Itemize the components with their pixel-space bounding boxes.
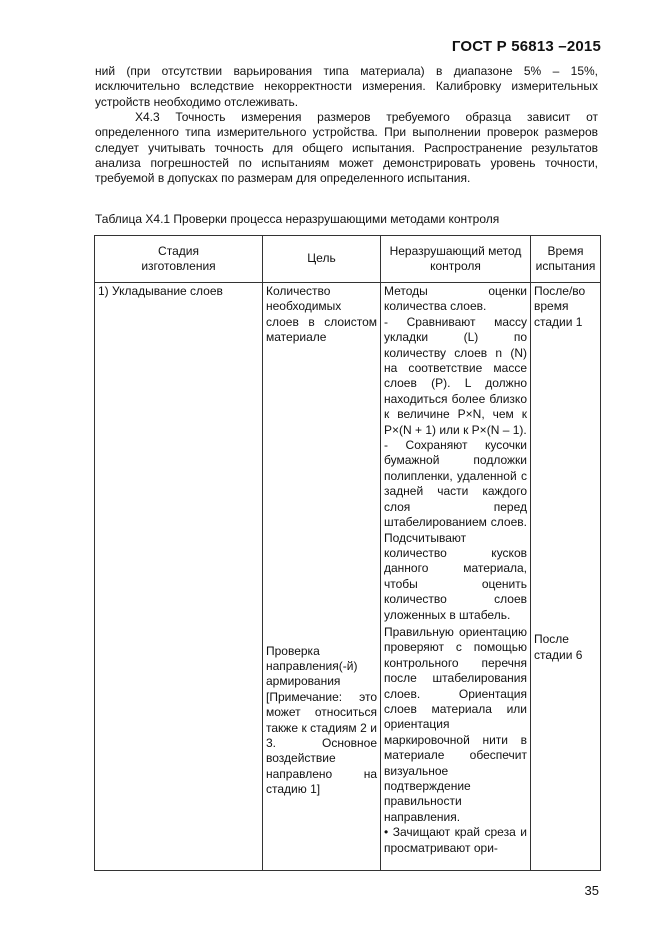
cell-method: Методы оценки количества слоев. - Сравнивают массу укладки (L) по количеству слоев n (N) на соответствие массе слоев (Р). L должно находиться более близко к величине P×N, чем к P×(N + 1) или к P×(N – 1). - Сохраняют кусочки бумажной подложки полипленки, удаленной с задней части каждого слоя перед штабелированием слоев. Подсчитывают количество кусков данного материала, чтобы оценить количество слоев уложенных в штабель. Правильную ориентацию проверяют с помощью контрольного перечня после штабелирования слоев. Ориентация слоев материала или ориентация маркировочной нити в материале обеспечит визуальное подтверждение правильности направления. • Зачищают край среза и просматривают ори-	[381, 283, 531, 871]
document-header: ГОСТ Р 56813 –2015	[451, 38, 601, 55]
cell-stage: 1) Укладывание слоев	[95, 283, 263, 871]
page-number: 35	[584, 883, 599, 898]
column-header-method: Неразрушающий метод контроля	[381, 236, 531, 283]
cell-goal: Количество необходимых слоев в слоистом материале Проверка направления(-й) армирования [Примечание: это может относиться также к стадиям 2 и 3. Основное воздействие направлено на стадию 1]	[263, 283, 381, 871]
process-checks-table	[94, 235, 601, 871]
table-header-row	[95, 236, 601, 283]
table-row	[95, 283, 601, 871]
paragraph-x4-3-text: Х4.3 Точность измерения размеров требуемого образца зависит от определенного типа измерительного устройства. При выполнении проверок размеров следует учитывать точность для общего испытания. Распространение результатов анализа погрешностей по испытаниям может демонстрировать уровень точности, требуемой в допусках по размерам для определенного испытания.	[95, 110, 598, 186]
paragraph-continuation: ний (при отсутствии варьирования типа материала) в диапазоне 5% – 15%, исключительно вследствие некорректности измерения. Калибровку измерительных устройств необходимо отслеживать.	[95, 64, 598, 109]
column-header-goal: Цель	[263, 236, 381, 283]
paragraph-x4-3	[95, 110, 598, 186]
column-header-stage: Стадия изготовления	[95, 236, 263, 283]
column-header-time: Время испытания	[531, 236, 601, 283]
table-caption: Таблица Х4.1 Проверки процесса неразрушающими методами контроля	[95, 212, 500, 226]
cell-time: После/во время стадии 1 После стадии 6	[531, 283, 601, 871]
